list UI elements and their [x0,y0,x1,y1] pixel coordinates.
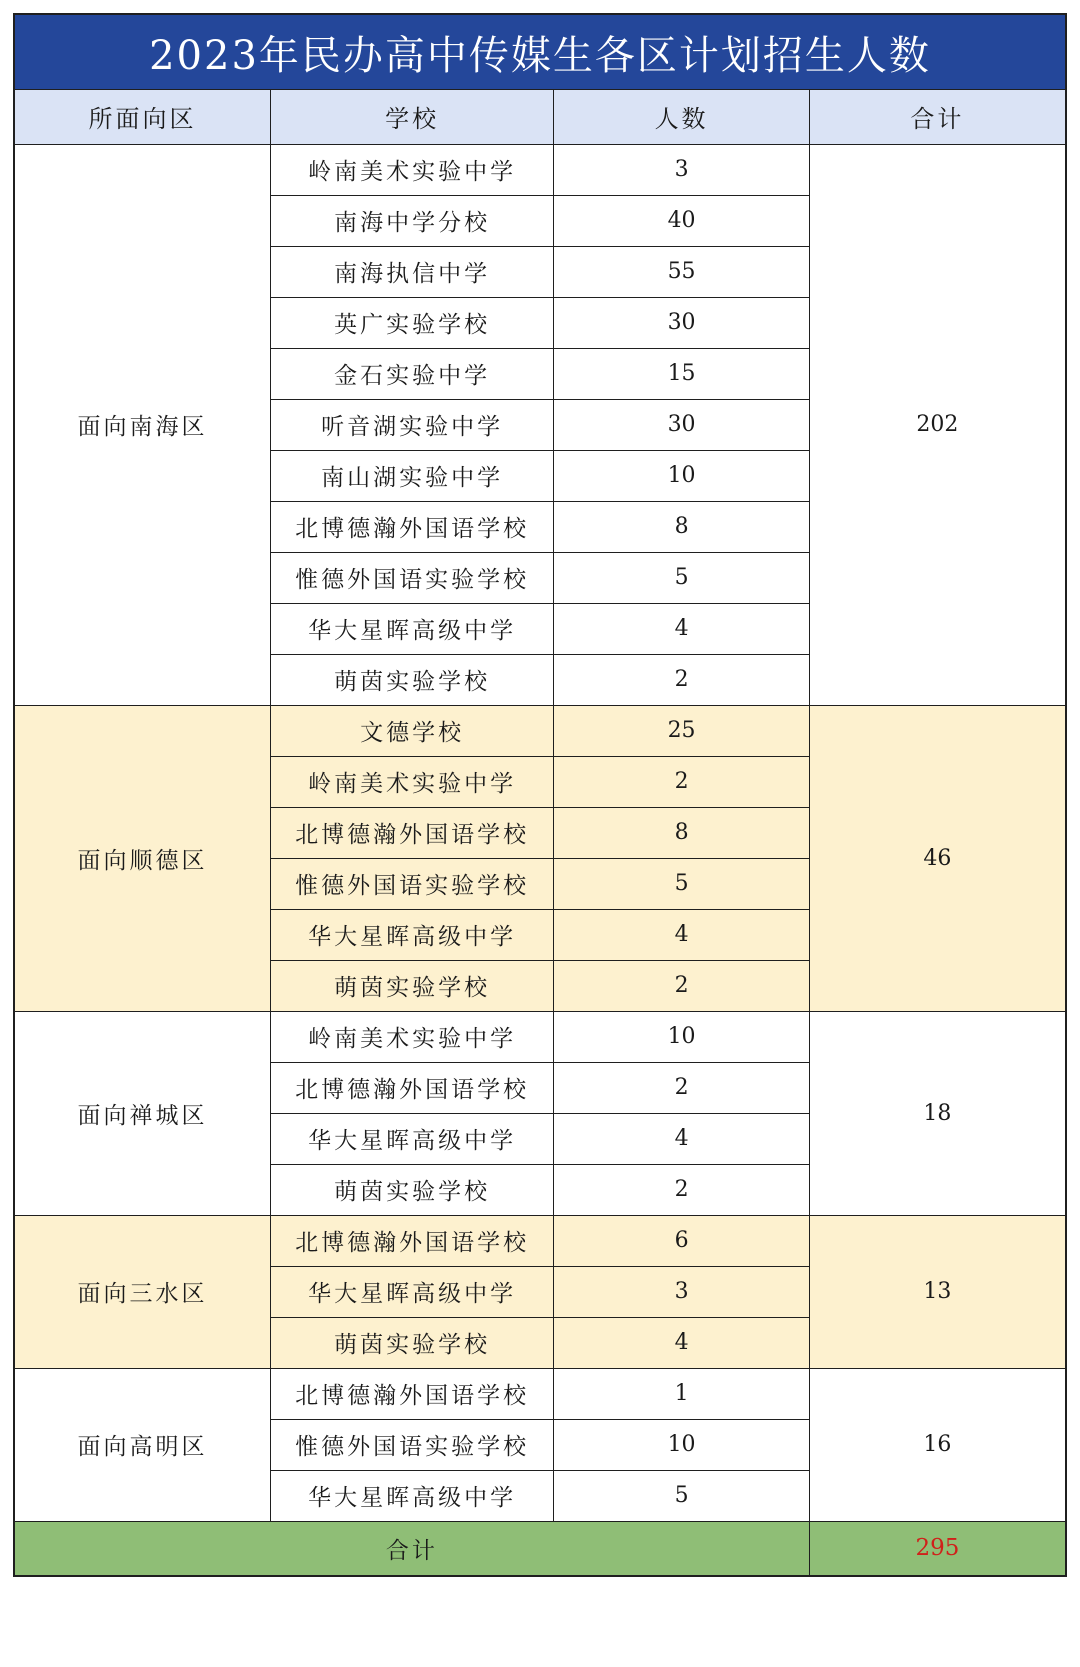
count-cell: 30 [554,297,810,348]
grand-total-value: 295 [809,1521,1065,1575]
school-cell: 北博德瀚外国语学校 [271,501,554,552]
school-cell: 华大星晖高级中学 [271,909,554,960]
header-school: 学校 [271,90,554,144]
school-cell: 华大星晖高级中学 [271,603,554,654]
header-district: 所面向区 [15,90,271,144]
school-cell: 南山湖实验中学 [271,450,554,501]
school-cell: 萌茵实验学校 [271,1317,554,1368]
count-cell: 40 [554,195,810,246]
count-cell: 5 [554,1470,810,1521]
table-row [15,705,1065,756]
school-cell: 萌茵实验学校 [271,1164,554,1215]
count-cell: 1 [554,1368,810,1419]
subtotal-cell: 16 [809,1368,1065,1521]
school-cell: 岭南美术实验中学 [271,1011,554,1062]
table-row [15,1215,1065,1266]
school-cell: 萌茵实验学校 [271,654,554,705]
school-cell: 金石实验中学 [271,348,554,399]
count-cell: 25 [554,705,810,756]
count-cell: 8 [554,501,810,552]
school-cell: 北博德瀚外国语学校 [271,1062,554,1113]
school-cell: 岭南美术实验中学 [271,144,554,195]
count-cell: 10 [554,1011,810,1062]
district-cell: 面向高明区 [15,1368,271,1521]
table-row [15,144,1065,195]
school-cell: 惟德外国语实验学校 [271,1419,554,1470]
subtotal-cell: 18 [809,1011,1065,1215]
count-cell: 10 [554,450,810,501]
subtotal-cell: 46 [809,705,1065,1011]
count-cell: 2 [554,1062,810,1113]
header-row [15,90,1065,144]
grand-total-label: 合计 [15,1521,809,1575]
subtotal-cell: 13 [809,1215,1065,1368]
count-cell: 2 [554,756,810,807]
count-cell: 2 [554,654,810,705]
count-cell: 15 [554,348,810,399]
header-count: 人数 [554,90,810,144]
school-cell: 惟德外国语实验学校 [271,552,554,603]
school-cell: 南海执信中学 [271,246,554,297]
enrollment-table [15,90,1065,1575]
school-cell: 华大星晖高级中学 [271,1113,554,1164]
count-cell: 2 [554,960,810,1011]
enrollment-table-document [13,13,1067,1577]
school-cell: 南海中学分校 [271,195,554,246]
school-cell: 北博德瀚外国语学校 [271,1368,554,1419]
school-cell: 北博德瀚外国语学校 [271,807,554,858]
count-cell: 4 [554,603,810,654]
school-cell: 文德学校 [271,705,554,756]
count-cell: 3 [554,144,810,195]
count-cell: 8 [554,807,810,858]
count-cell: 3 [554,1266,810,1317]
subtotal-cell: 202 [809,144,1065,705]
district-cell: 面向三水区 [15,1215,271,1368]
count-cell: 55 [554,246,810,297]
school-cell: 北博德瀚外国语学校 [271,1215,554,1266]
district-cell: 面向禅城区 [15,1011,271,1215]
school-cell: 听音湖实验中学 [271,399,554,450]
count-cell: 4 [554,1113,810,1164]
district-cell: 面向南海区 [15,144,271,705]
school-cell: 萌茵实验学校 [271,960,554,1011]
school-cell: 华大星晖高级中学 [271,1266,554,1317]
school-cell: 惟德外国语实验学校 [271,858,554,909]
count-cell: 5 [554,858,810,909]
header-subtotal: 合计 [809,90,1065,144]
school-cell: 华大星晖高级中学 [271,1470,554,1521]
count-cell: 2 [554,1164,810,1215]
table-body [15,144,1065,1521]
school-cell: 英广实验学校 [271,297,554,348]
count-cell: 10 [554,1419,810,1470]
count-cell: 30 [554,399,810,450]
count-cell: 6 [554,1215,810,1266]
school-cell: 岭南美术实验中学 [271,756,554,807]
count-cell: 5 [554,552,810,603]
count-cell: 4 [554,1317,810,1368]
grand-total-row [15,1521,1065,1575]
table-row [15,1368,1065,1419]
count-cell: 4 [554,909,810,960]
table-title: 2023年民办高中传媒生各区计划招生人数 [15,15,1065,90]
district-cell: 面向顺德区 [15,705,271,1011]
table-row [15,1011,1065,1062]
